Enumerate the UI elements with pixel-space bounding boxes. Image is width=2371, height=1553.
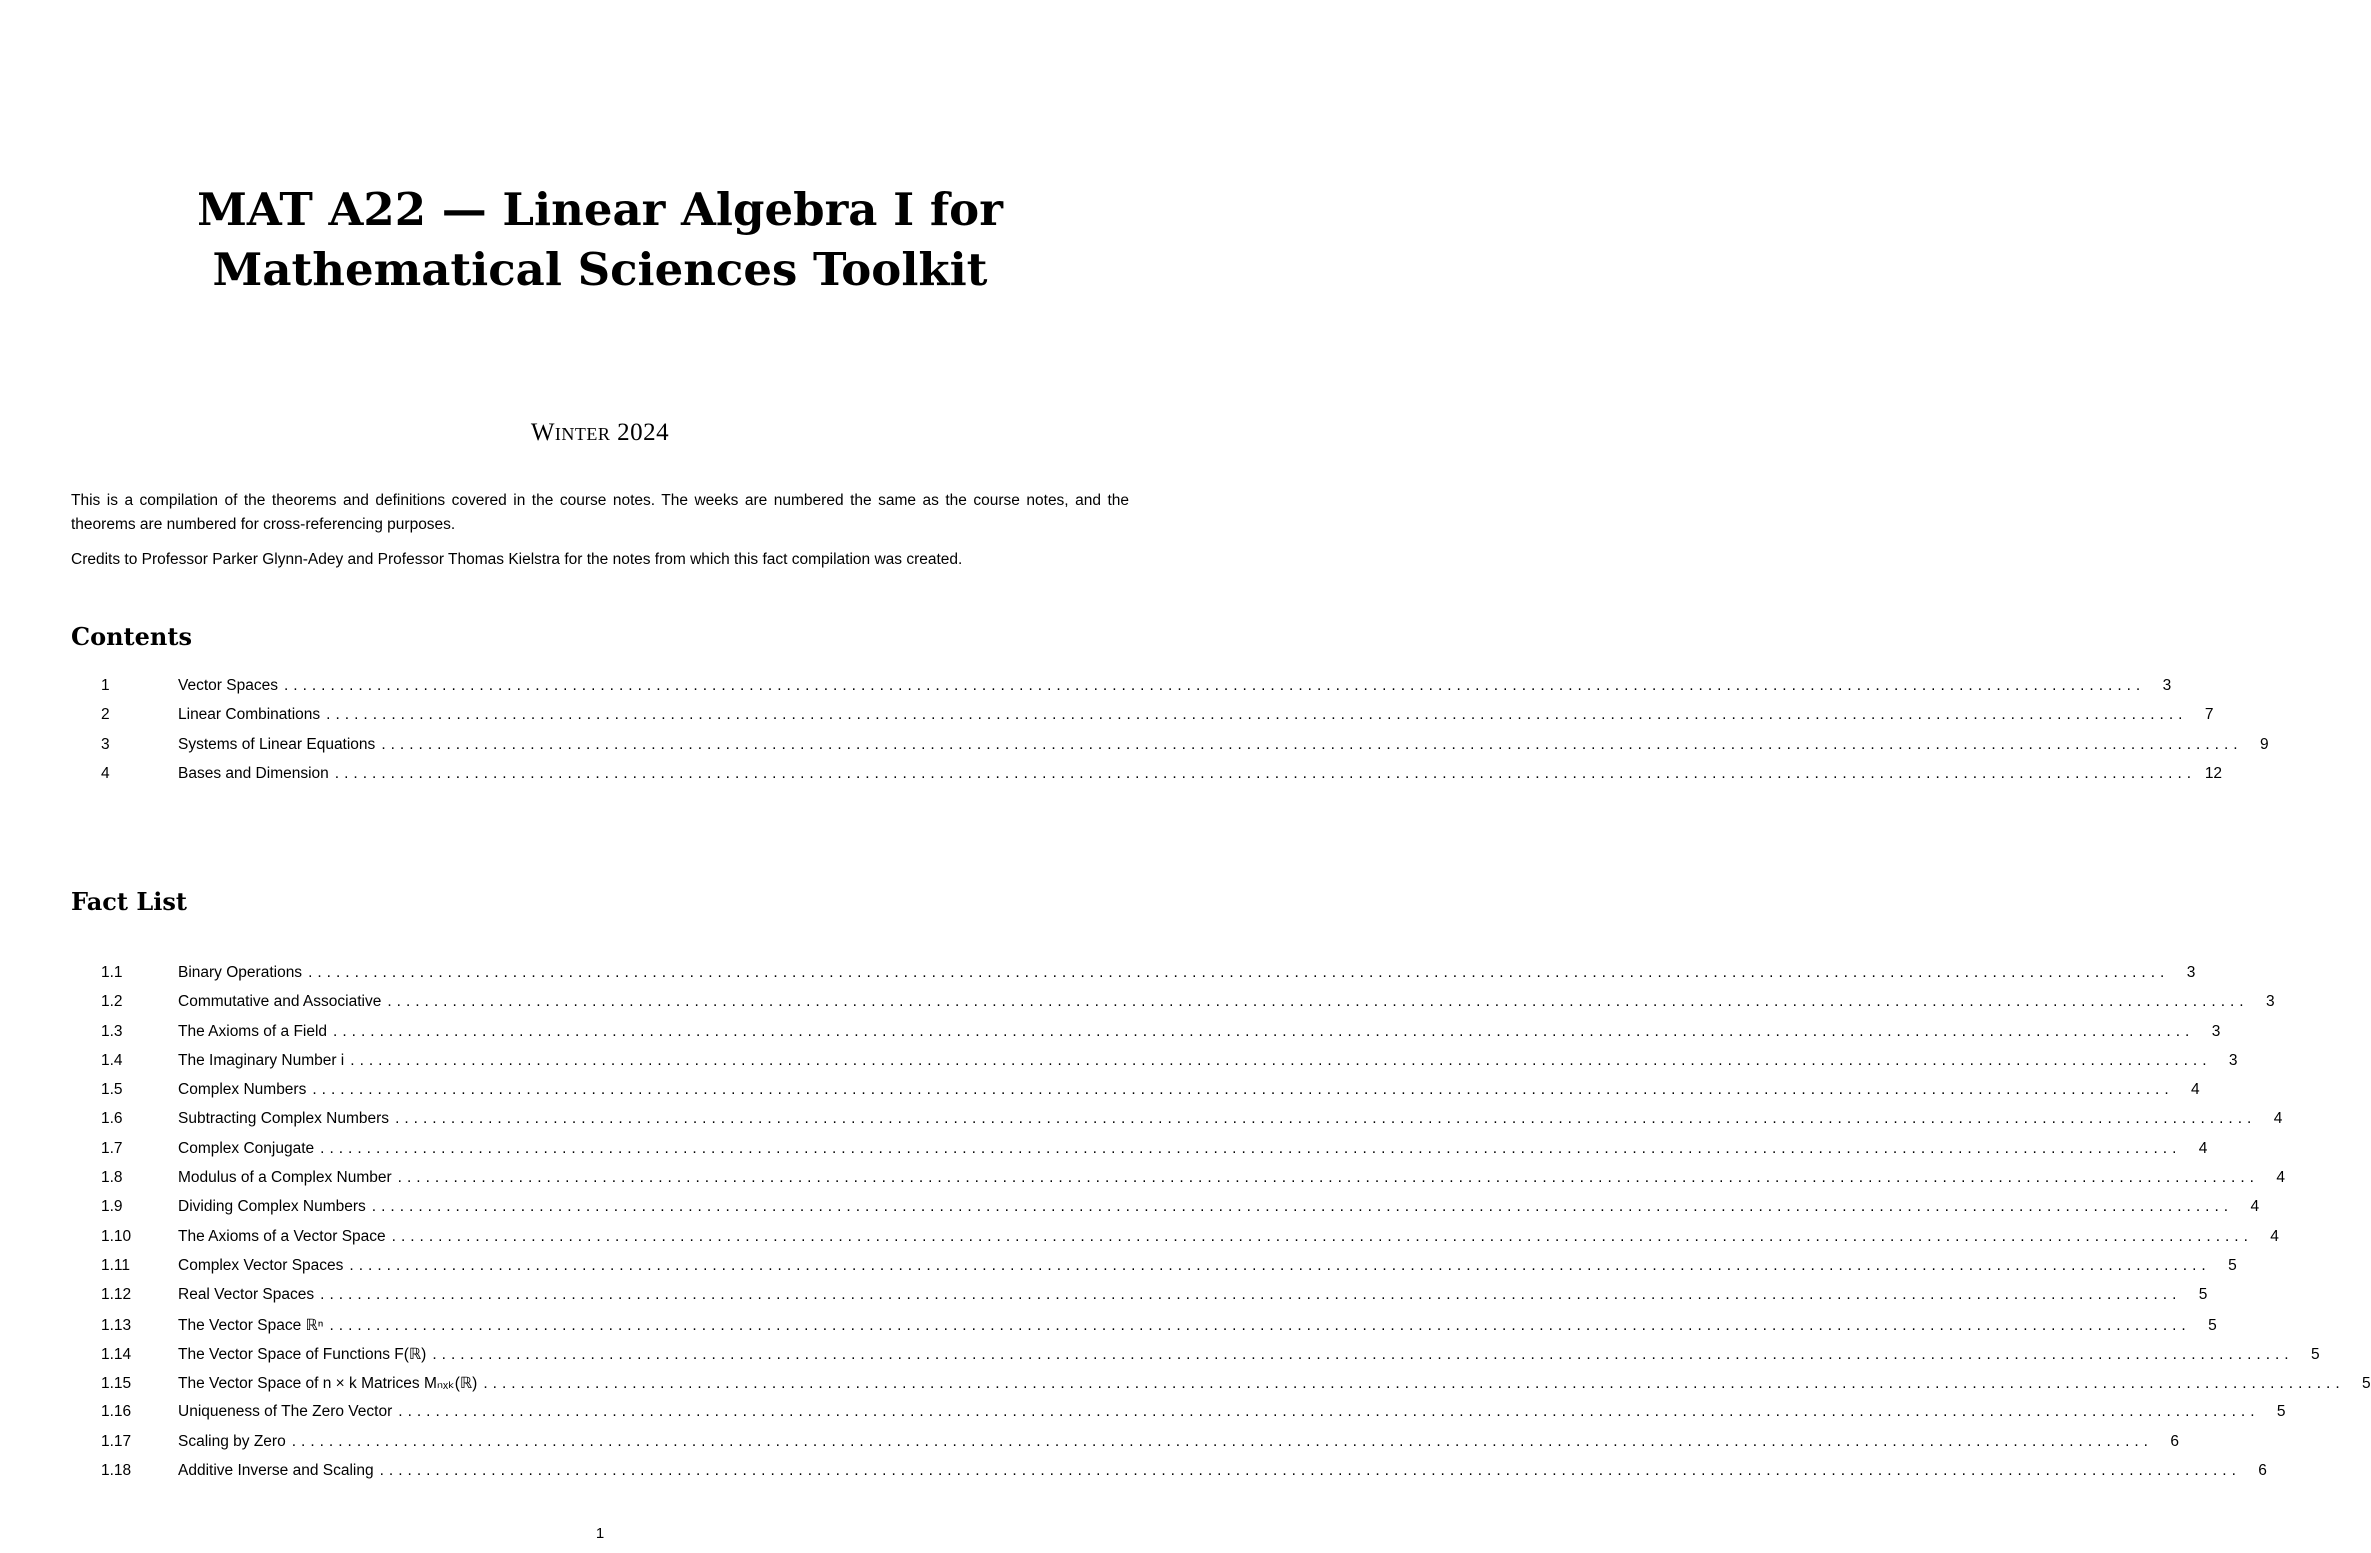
fact-entry-title[interactable]: The Vector Space ℝⁿ — [178, 1316, 324, 1334]
fact-list-heading: Fact List — [71, 887, 187, 916]
contents-entry-number: 3 — [101, 735, 110, 753]
fact-entry-number: 1.17 — [101, 1432, 132, 1450]
contents-entry[interactable] — [71, 677, 2172, 706]
fact-entry-title[interactable]: Complex Conjugate — [178, 1139, 315, 1157]
page-number: 1 — [595, 1525, 605, 1542]
fact-entry[interactable] — [71, 1374, 2371, 1403]
contents-entry-leader-dots: ........................................................................................................................................................................................................ — [381, 735, 2243, 753]
fact-entry-title[interactable]: Scaling by Zero — [178, 1432, 286, 1450]
fact-entry-page[interactable]: 3 — [2228, 1051, 2238, 1069]
fact-entry-number: 1.18 — [101, 1462, 132, 1480]
fact-entry-leader-dots: ........................................................................................................................................................................................................ — [387, 993, 2249, 1011]
contents-entry-leader-dots: ........................................................................................................................................................................................................ — [326, 706, 2188, 724]
document-title — [0, 180, 1200, 300]
intro-paragraph-2: Credits to Professor Parker Glynn-Adey and Professor Thomas Kielstra for the notes from which this fact compilation was created. — [71, 551, 963, 568]
fact-entry-title[interactable]: Modulus of a Complex Number — [178, 1169, 392, 1187]
contents-entry-number: 2 — [101, 706, 110, 724]
title-line-1: MAT A22 — Linear Algebra I for — [197, 183, 1003, 236]
fact-entry-number: 1.8 — [101, 1169, 123, 1187]
fact-entry-leader-dots: ........................................................................................................................................................................................................ — [291, 1432, 2153, 1450]
fact-entry[interactable] — [71, 1432, 2179, 1462]
fact-entry[interactable] — [71, 1169, 2285, 1198]
fact-entry-leader-dots: ........................................................................................................................................................................................................ — [397, 1169, 2259, 1187]
fact-entry-leader-dots: ........................................................................................................................................................................................................ — [432, 1345, 2294, 1363]
fact-entry[interactable] — [71, 1227, 2279, 1257]
contents-entry-leader-dots: ........................................................................................................................................................................................................ — [283, 677, 2146, 694]
fact-entry-leader-dots: ........................................................................................................................................................................................................ — [320, 1139, 2182, 1157]
fact-entry-title[interactable]: Subtracting Complex Numbers — [178, 1110, 390, 1128]
fact-entry-number: 1.7 — [101, 1139, 123, 1157]
fact-entry-leader-dots: ........................................................................................................................................................................................................ — [350, 1051, 2212, 1069]
contents-entry-number: 4 — [101, 764, 110, 782]
contents-entry-leader-dots: ........................................................................................................................................................................................................ — [334, 764, 2197, 782]
contents-entry-page[interactable]: 9 — [2259, 735, 2269, 753]
fact-entry-number: 1.3 — [101, 1022, 123, 1040]
fact-entry[interactable] — [71, 1081, 2200, 1110]
contents-entry-page[interactable]: 7 — [2204, 706, 2214, 724]
fact-list — [71, 964, 2371, 1491]
fact-entry-leader-dots: ........................................................................................................................................................................................................ — [371, 1198, 2234, 1216]
fact-entry-page[interactable]: 3 — [2265, 993, 2275, 1011]
contents-entry-title[interactable]: Bases and Dimension — [178, 764, 329, 782]
fact-entry[interactable] — [71, 993, 2275, 1022]
fact-entry-title[interactable]: The Vector Space of n × k Matrices Mₙₓₖ(ℝ) — [178, 1375, 478, 1393]
fact-entry-leader-dots: ........................................................................................................................................................................................................ — [308, 964, 2170, 981]
title-line-2: Mathematical Sciences Toolkit — [212, 243, 988, 296]
fact-entry-page[interactable]: 3 — [2211, 1022, 2221, 1040]
fact-entry-page[interactable]: 5 — [2362, 1375, 2371, 1393]
contents-entry[interactable] — [71, 764, 2223, 794]
fact-entry-title[interactable]: Complex Vector Spaces — [178, 1256, 344, 1274]
fact-entry-page[interactable]: 5 — [2198, 1286, 2208, 1304]
contents-entry-number: 1 — [101, 677, 110, 694]
contents-entry-page[interactable]: 12 — [2204, 764, 2223, 782]
fact-entry-leader-dots: ........................................................................................................................................................................................................ — [312, 1081, 2174, 1099]
fact-entry-page[interactable]: 6 — [2258, 1462, 2267, 1480]
fact-entry-title[interactable]: Binary Operations — [178, 964, 303, 981]
fact-entry-page[interactable]: 5 — [2276, 1403, 2286, 1421]
fact-entry-title[interactable]: Dividing Complex Numbers — [178, 1198, 366, 1216]
fact-entry-page[interactable]: 4 — [2276, 1169, 2285, 1187]
contents-entry-title[interactable]: Linear Combinations — [178, 706, 321, 724]
fact-entry-number: 1.4 — [101, 1051, 123, 1069]
fact-entry-title[interactable]: The Imaginary Number i — [178, 1051, 345, 1069]
fact-entry-leader-dots: ........................................................................................................................................................................................................ — [349, 1256, 2211, 1274]
fact-entry[interactable] — [71, 1022, 2221, 1052]
fact-entry-number: 1.12 — [101, 1286, 132, 1304]
term-subtitle: Winter 2024 — [530, 419, 670, 446]
fact-entry[interactable] — [71, 1345, 2320, 1374]
fact-entry-number: 1.16 — [101, 1403, 132, 1421]
fact-entry-number: 1.5 — [101, 1081, 123, 1099]
contents-entry-title[interactable]: Vector Spaces — [178, 677, 278, 694]
fact-entry-page[interactable]: 4 — [2273, 1110, 2283, 1128]
fact-entry-number: 1.10 — [101, 1227, 132, 1245]
fact-entry-page[interactable]: 3 — [2186, 964, 2196, 981]
fact-entry[interactable] — [71, 1286, 2208, 1315]
fact-entry-title[interactable]: Real Vector Spaces — [178, 1286, 315, 1304]
fact-entry-page[interactable]: 5 — [2208, 1316, 2217, 1334]
fact-entry-leader-dots: ........................................................................................................................................................................................................ — [333, 1022, 2195, 1040]
fact-entry-title[interactable]: Additive Inverse and Scaling — [178, 1462, 374, 1480]
fact-entry-number: 1.15 — [101, 1375, 132, 1393]
contents-heading: Contents — [71, 622, 192, 651]
intro-paragraph-1: This is a compilation of the theorems and definitions covered in the course notes. The weeks are numbered the same as the course notes, and the theorems are numbered for cross-referencing purposes. — [71, 492, 1129, 533]
contents-entry[interactable] — [71, 735, 2269, 765]
fact-entry-title[interactable]: Commutative and Associative — [178, 993, 382, 1011]
fact-entry-title[interactable]: Uniqueness of The Zero Vector — [178, 1403, 393, 1421]
fact-entry-leader-dots: ........................................................................................................................................................................................................ — [398, 1403, 2260, 1421]
fact-entry[interactable] — [71, 1316, 2217, 1345]
fact-entry-page[interactable]: 6 — [2170, 1432, 2179, 1450]
fact-entry-page[interactable]: 5 — [2228, 1256, 2237, 1274]
fact-entry-number: 1.1 — [101, 964, 123, 981]
fact-entry-leader-dots: ........................................................................................................................................................................................................ — [395, 1110, 2257, 1128]
fact-entry-number: 1.2 — [101, 993, 123, 1011]
fact-entry-number: 1.14 — [101, 1345, 132, 1363]
fact-entry-title[interactable]: The Vector Space of Functions F(ℝ) — [178, 1345, 427, 1363]
fact-entry-leader-dots: ........................................................................................................................................................................................................ — [391, 1227, 2253, 1245]
contents-list — [71, 677, 2269, 794]
fact-entry[interactable] — [71, 1139, 2208, 1169]
fact-entry[interactable] — [71, 1403, 2286, 1432]
fact-entry-number: 1.13 — [101, 1316, 132, 1334]
fact-entry-leader-dots: ........................................................................................................................................................................................................ — [320, 1286, 2182, 1304]
fact-entry-page[interactable]: 4 — [2250, 1198, 2260, 1216]
contents-entry-page[interactable]: 3 — [2162, 677, 2172, 694]
fact-entry-leader-dots: ........................................................................................................................................................................................................ — [329, 1316, 2191, 1334]
fact-entry-page[interactable]: 4 — [2198, 1139, 2208, 1157]
fact-entry[interactable] — [71, 1110, 2283, 1139]
fact-entry-number: 1.6 — [101, 1110, 123, 1128]
fact-entry-page[interactable]: 4 — [2270, 1227, 2279, 1245]
fact-entry[interactable] — [71, 1198, 2260, 1227]
fact-entry-title[interactable]: The Axioms of a Field — [178, 1022, 328, 1040]
fact-entry[interactable] — [71, 1256, 2237, 1286]
fact-entry-number: 1.9 — [101, 1198, 123, 1216]
fact-entry-title[interactable]: Complex Numbers — [178, 1081, 307, 1099]
fact-entry[interactable] — [71, 964, 2196, 993]
contents-entry[interactable] — [71, 706, 2214, 735]
fact-entry[interactable] — [71, 1462, 2267, 1491]
fact-entry-leader-dots: ........................................................................................................................................................................................................ — [379, 1462, 2241, 1480]
fact-entry-leader-dots: ........................................................................................................................................................................................................ — [483, 1375, 2345, 1393]
fact-entry-page[interactable]: 5 — [2310, 1345, 2320, 1363]
fact-entry-number: 1.11 — [101, 1256, 131, 1274]
fact-entry-page[interactable]: 4 — [2191, 1081, 2200, 1099]
fact-entry-title[interactable]: The Axioms of a Vector Space — [178, 1227, 386, 1245]
fact-entry[interactable] — [71, 1051, 2238, 1081]
contents-entry-title[interactable]: Systems of Linear Equations — [178, 735, 376, 753]
